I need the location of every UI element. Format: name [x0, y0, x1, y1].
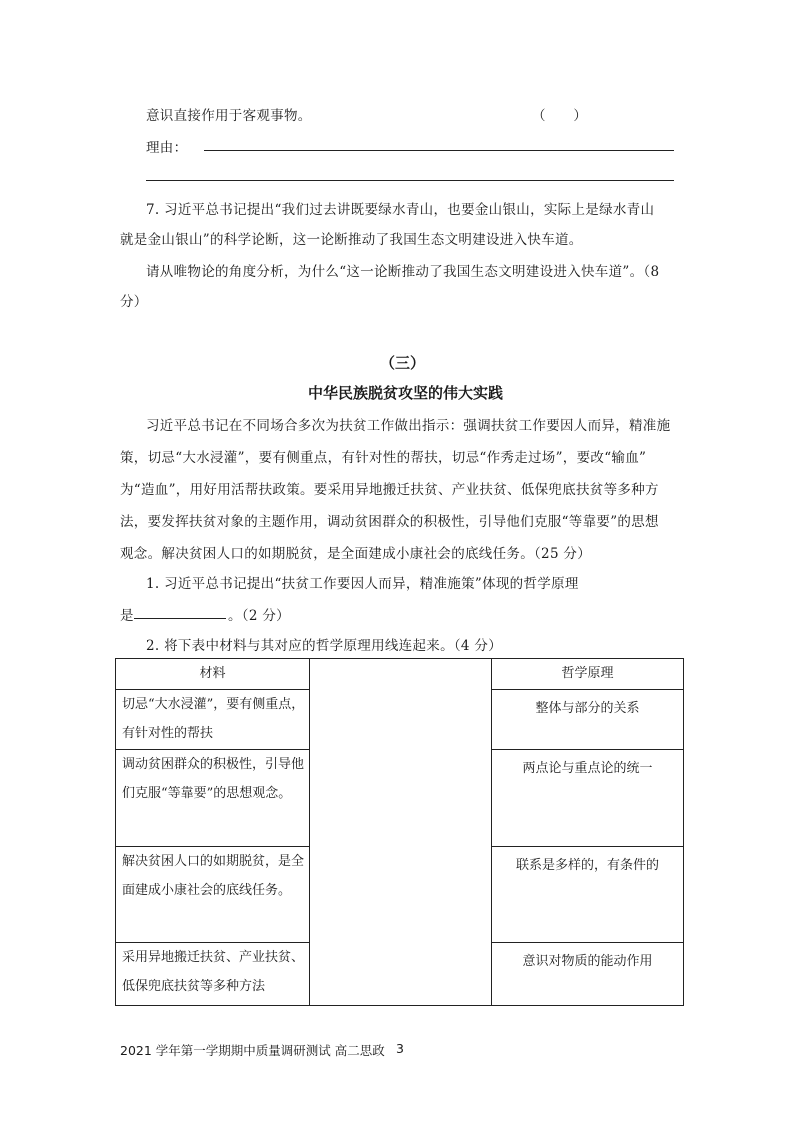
reason-line-1[interactable]: [204, 150, 674, 151]
material-cell-3[interactable]: 解决贫困人口的如期脱贫，是全面建成小康社会的底线任务。: [116, 847, 310, 943]
q7-line-4: 分）: [120, 294, 148, 310]
q1-line-1: 1. 习近平总书记提出“扶贫工作要因人而异，精准施策”体现的哲学原理: [146, 576, 579, 592]
header-material: 材料: [116, 659, 310, 690]
para-line-4: 法，要发挥扶贫对象的主题作用，调动贫困群众的积极性，引导他们克服“等靠要”的思想: [120, 514, 659, 530]
statement-text: 意识直接作用于客观事物。: [146, 108, 312, 124]
answer-paren[interactable]: （ ）: [532, 108, 588, 124]
section-number: （三）: [380, 354, 426, 372]
para-line-3: 为“造血”，用好用活帮扶政策。要采用异地搬迁扶贫、产业扶贫、低保兜底扶贫等多种方: [120, 482, 659, 498]
para-line-5: 观念。解决贫困人口的如期脱贫，是全面建成小康社会的底线任务。（25 分）: [120, 546, 592, 562]
q1-prefix: 是: [120, 608, 134, 624]
q2-text: 2. 将下表中材料与其对应的哲学原理用线连起来。（4 分）: [146, 638, 503, 654]
reason-line-2[interactable]: [146, 180, 674, 181]
material-cell-2[interactable]: 调动贫困群众的积极性，引导他们克服“等靠要”的思想观念。: [116, 750, 310, 847]
connection-area[interactable]: [310, 659, 492, 1006]
matching-table: [115, 658, 684, 1006]
section-title: 中华民族脱贫攻坚的伟大实践: [308, 384, 504, 402]
header-principle: 哲学原理: [492, 659, 684, 690]
reason-label: 理由：: [146, 140, 188, 156]
principle-cell-1[interactable]: 整体与部分的关系: [492, 690, 684, 750]
material-cell-4[interactable]: 采用异地搬迁扶贫、产业扶贫、低保兜底扶贫等多种方法: [116, 943, 310, 1006]
para-line-2: 策，切忌“大水浸灌”，要有侧重点，有针对性的帮扶，切忌“作秀走过场”，要改“输血”: [120, 450, 647, 466]
q7-line-2: 就是金山银山”的科学论断，这一论断推动了我国生态文明建设进入快车道。: [120, 232, 583, 248]
page-number: 3: [396, 1041, 404, 1056]
principle-cell-2[interactable]: 两点论与重点论的统一: [492, 750, 684, 847]
q1-answer-blank[interactable]: [134, 618, 226, 619]
q7-line-3: 请从唯物论的角度分析，为什么“这一论断推动了我国生态文明建设进入快车道”。（8: [146, 264, 660, 280]
q1-suffix: 。（2 分）: [228, 608, 290, 624]
principle-cell-4[interactable]: 意识对物质的能动作用: [492, 943, 684, 1006]
material-cell-1[interactable]: 切忌“大水浸灌”，要有侧重点，有针对性的帮扶: [116, 690, 310, 750]
q7-line-1: 7. 习近平总书记提出“我们过去讲既要绿水青山，也要金山银山，实际上是绿水青山: [146, 202, 655, 218]
para-line-1: 习近平总书记在不同场合多次为扶贫工作做出指示：强调扶贫工作要因人而异，精准施: [146, 418, 671, 434]
footer-text: 2021 学年第一学期期中质量调研测试 高二思政: [120, 1043, 385, 1058]
principle-cell-3[interactable]: 联系是多样的，有条件的: [492, 847, 684, 943]
